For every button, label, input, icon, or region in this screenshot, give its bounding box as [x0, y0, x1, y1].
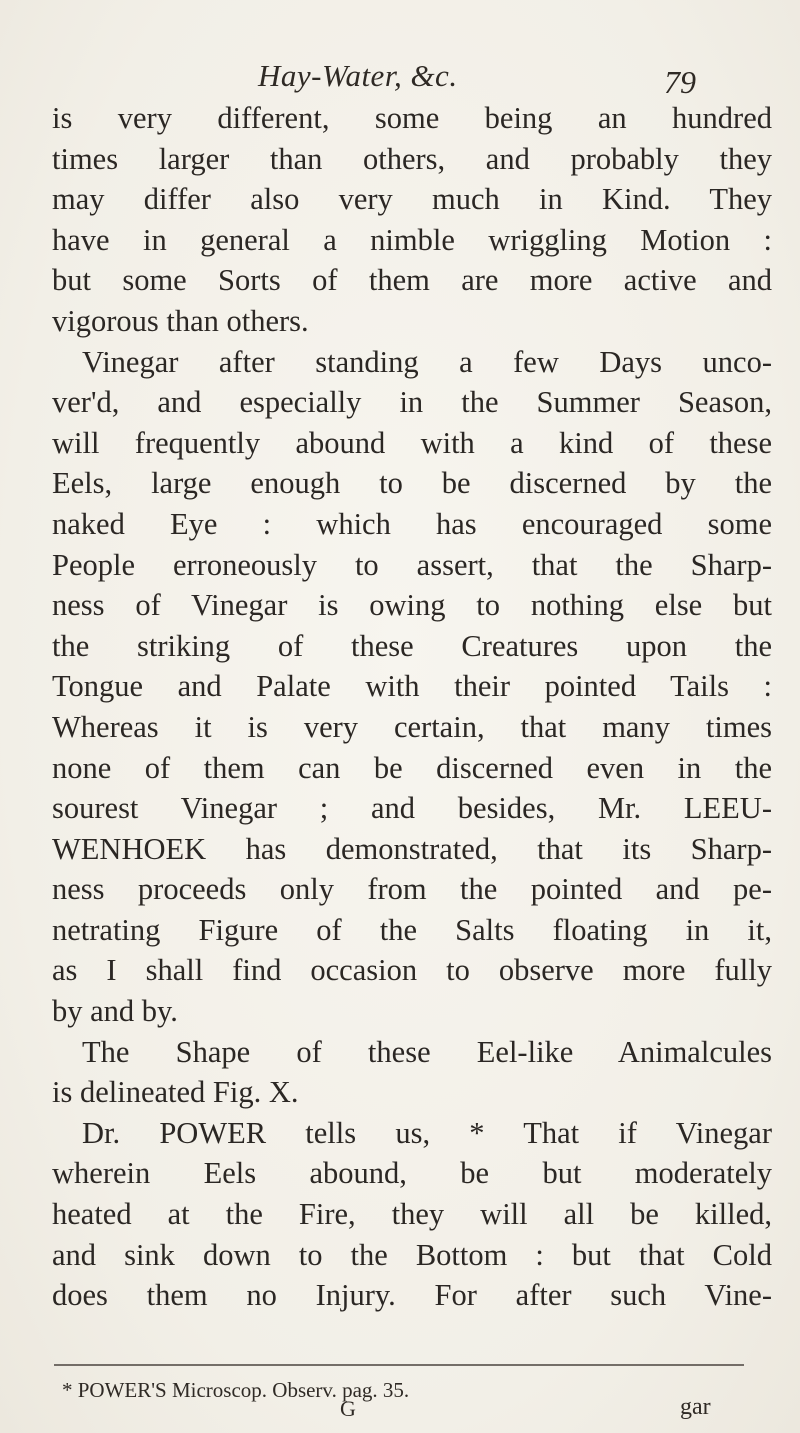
text-line: vigorous than others. — [52, 303, 309, 338]
text-line: netrating Figure of the Salts floating in it, — [52, 912, 772, 947]
footnote-text: * POWER'S Microscop. Observ. pag. 35. — [62, 1378, 410, 1402]
text-line: have in general a nimble wriggling Motion : — [52, 222, 772, 257]
text-line: Dr. POWER tells us, * That if Vinegar — [82, 1115, 772, 1150]
text-line: Tongue and Palate with their pointed Tails : — [52, 669, 772, 704]
text-line: but some Sorts of them are more active and — [52, 263, 772, 298]
text-line: by and by. — [52, 994, 178, 1029]
text-line: will frequently abound with a kind of these — [52, 425, 772, 460]
text-line: wherein Eels abound, be but moderately — [52, 1156, 772, 1191]
text-line: ness proceeds only from the pointed and pe- — [52, 872, 772, 907]
text-line: Eels, large enough to be discerned by the — [52, 466, 772, 501]
text-line: heated at the Fire, they will all be killed, — [52, 1197, 772, 1232]
footnote-rule — [54, 1364, 744, 1366]
text-line: naked Eye : which has encouraged some — [52, 506, 772, 541]
text-line: is delineated Fig. X. — [52, 1075, 299, 1110]
running-head — [0, 58, 800, 98]
text-line: The Shape of these Eel-like Animalcules — [82, 1034, 772, 1069]
text-line: ver'd, and especially in the Summer Season, — [52, 385, 772, 420]
text-line: sourest Vinegar ; and besides, Mr. LEEU- — [52, 791, 772, 826]
text-line: People erroneously to assert, that the Sharp- — [52, 547, 772, 582]
running-title: Hay-Water, &c. — [258, 58, 458, 93]
text-line: Whereas it is very certain, that many times — [52, 709, 772, 744]
text-line: is very different, some being an hundred — [52, 101, 772, 135]
footnote — [62, 1378, 409, 1403]
signature-mark: G — [340, 1396, 356, 1421]
page-number: 79 — [664, 64, 696, 100]
body-text — [52, 98, 772, 1316]
text-line: does them no Injury. For after such Vine- — [52, 1278, 772, 1313]
text-line: WENHOEK has demonstrated, that its Sharp- — [52, 831, 772, 866]
text-line: may differ also very much in Kind. They — [52, 182, 772, 217]
text-line: Vinegar after standing a few Days unco- — [82, 344, 772, 379]
text-line: none of them can be discerned even in the — [52, 750, 772, 785]
text-line: as I shall find occasion to observe more fully — [52, 953, 772, 988]
text-line: the striking of these Creatures upon the — [52, 628, 772, 663]
catchword: gar — [680, 1394, 711, 1420]
text-line: ness of Vinegar is owing to nothing else but — [52, 588, 772, 623]
text-line: times larger than others, and probably they — [52, 141, 772, 176]
text-line: and sink down to the Bottom : but that Cold — [52, 1237, 772, 1272]
